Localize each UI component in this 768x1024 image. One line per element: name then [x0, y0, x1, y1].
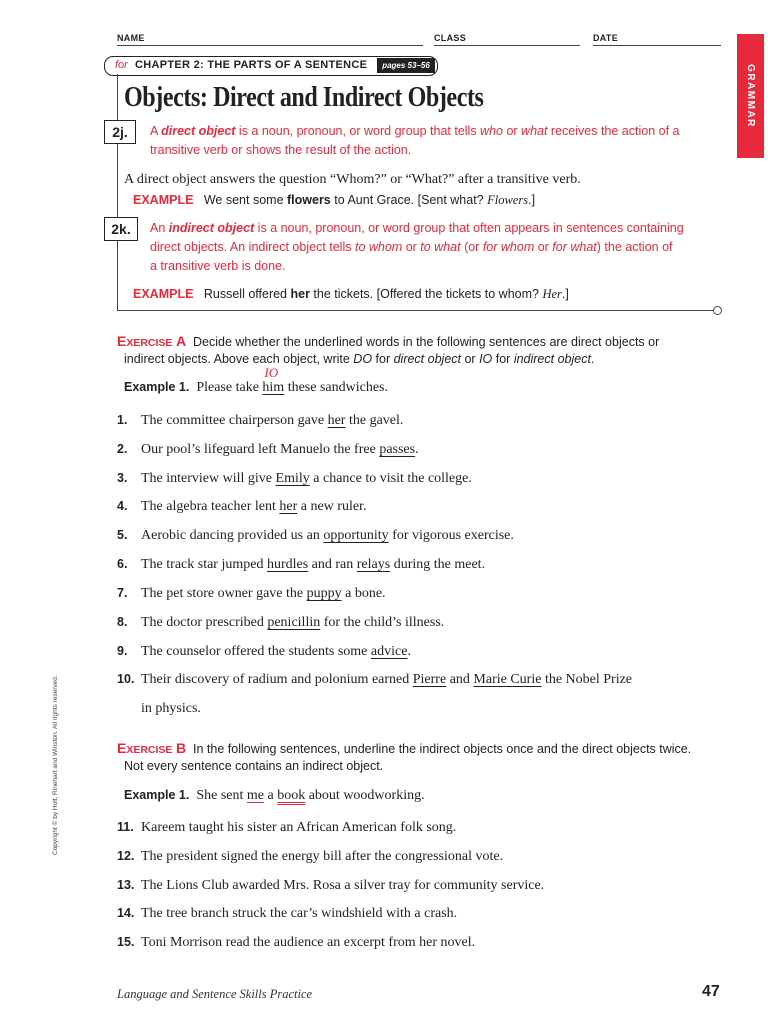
- list-item: 1. The committee chairperson gave her the gavel.: [117, 413, 404, 428]
- rule-vertical-line: [117, 74, 118, 310]
- exercise-b-instructions-line2: Not every sentence contains an indirect object.: [124, 759, 384, 773]
- grammar-side-tab: [737, 34, 764, 158]
- direct-object-note: A direct object answers the question “Whom?” or “What?” after a transitive verb.: [124, 172, 581, 187]
- exercise-b-label: EXERCISE B: [117, 740, 187, 756]
- list-item: 10. Their discovery of radium and polonium earned Pierre and Marie Curie the Nobel Prize: [117, 672, 633, 687]
- example-underlined-word: him IO: [262, 365, 285, 395]
- rule-2k-number: 2k.: [104, 217, 138, 241]
- list-item-continuation: in physics.: [141, 701, 201, 716]
- exercise-a-label: EXERCISE A: [117, 333, 187, 349]
- class-line: [434, 45, 580, 46]
- name-line: [117, 45, 423, 46]
- list-item: 8. The doctor prescribed penicillin for the child’s illness.: [117, 615, 445, 630]
- copyright-notice: Copyright © by Holt, Rinehart and Winston. All rights reserved.: [52, 675, 59, 855]
- exercise-a-example: Example 1. Please take him IO these sandwiches.: [124, 365, 389, 395]
- example-direct-object: book: [277, 788, 306, 803]
- list-item: 11. Kareem taught his sister an African American folk song.: [117, 820, 457, 835]
- exercise-b-instructions: EXERCISE B In the following sentences, underline the indirect objects once and the direct objects twice.: [117, 740, 692, 756]
- page-number: 47: [702, 983, 720, 1000]
- example-indirect-object: me: [246, 788, 264, 803]
- chapter-bar: [104, 56, 438, 76]
- footer-book-title: Language and Sentence Skills Practice: [117, 987, 313, 1001]
- grammar-tab-label: GRAMMAR: [745, 64, 756, 128]
- exercise-b-example: Example 1. She sent me a book about woodworking.: [124, 788, 425, 803]
- list-item: 13. The Lions Club awarded Mrs. Rosa a silver tray for community service.: [117, 878, 545, 893]
- list-item: 9. The counselor offered the students some advice.: [117, 644, 411, 659]
- rule-2j-text: A direct object is a noun, pronoun, or word group that tells who or what receives the action of a: [150, 124, 680, 138]
- class-label: CLASS: [434, 33, 467, 43]
- name-label: NAME: [117, 33, 145, 43]
- chapter-pages: pages 53–56: [377, 58, 435, 73]
- list-item: 7. The pet store owner gave the puppy a bone.: [117, 586, 386, 601]
- list-item: 5. Aerobic dancing provided us an opportunity for vigorous exercise.: [117, 528, 514, 543]
- list-item: 6. The track star jumped hurdles and ran relays during the meet.: [117, 557, 486, 572]
- rule-bottom-line: [117, 310, 715, 311]
- example-1: EXAMPLE We sent some flowers to Aunt Grace. [Sent what? Flowers.]: [133, 193, 536, 207]
- list-item: 4. The algebra teacher lent her a new ruler.: [117, 499, 367, 514]
- exercise-a-instructions: EXERCISE A Decide whether the underlined words in the following sentences are direct objects or: [117, 333, 660, 349]
- list-item: 14. The tree branch struck the car’s windshield with a crash.: [117, 906, 458, 921]
- rule-2j-text-line2: transitive verb or shows the result of the action.: [150, 143, 412, 157]
- example-2: EXAMPLE Russell offered her the tickets. [Offered the tickets to whom? Her.]: [133, 287, 569, 301]
- example-answer-io: IO: [264, 365, 279, 380]
- rule-2k-text-line3: a transitive verb is done.: [150, 259, 286, 273]
- chapter-title: CHAPTER 2: THE PARTS OF A SENTENCE: [135, 59, 368, 71]
- date-line: [593, 45, 721, 46]
- exercise-a-instructions-line2: indirect objects. Above each object, write DO for direct object or IO for indirect object.: [124, 352, 595, 366]
- rule-end-circle: [713, 306, 722, 315]
- rule-2j-number: 2j.: [104, 120, 136, 144]
- rule-2k-text: An indirect object is a noun, pronoun, or word group that often appears in sentences containing: [150, 221, 684, 235]
- page-title: Objects: Direct and Indirect Objects: [124, 82, 484, 113]
- list-item: 12. The president signed the energy bill after the congressional vote.: [117, 849, 504, 864]
- date-label: DATE: [593, 33, 619, 43]
- chapter-for: for: [115, 59, 128, 71]
- rule-2k-text-line2: direct objects. An indirect object tells to whom or to what (or for whom or for what) the action of: [150, 240, 673, 254]
- list-item: 3. The interview will give Emily a chance to visit the college.: [117, 471, 472, 486]
- list-item: 15. Toni Morrison read the audience an excerpt from her novel.: [117, 935, 476, 950]
- list-item: 2. Our pool’s lifeguard left Manuelo the free passes.: [117, 442, 419, 457]
